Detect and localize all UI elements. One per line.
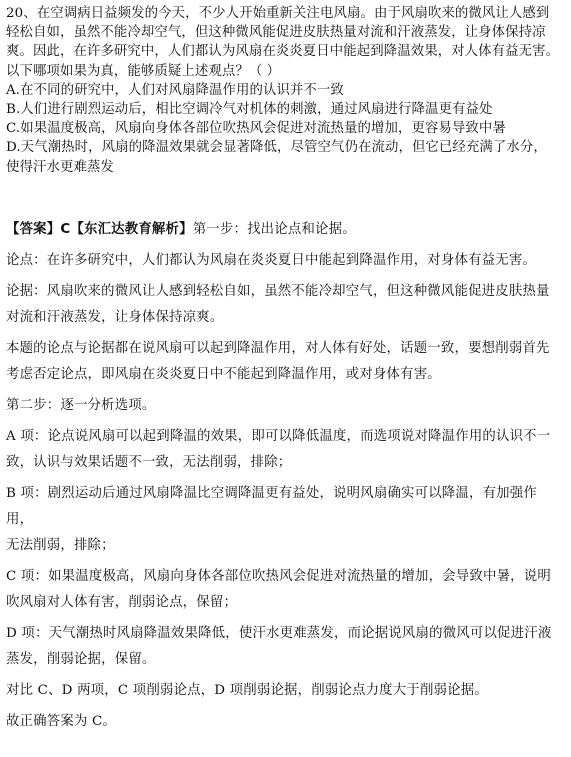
option-d (6, 138, 564, 176)
analysis-line: C 项：如果温度极高，风扇向身体各部位吹热风会促进对流热量的增加，会导致中暑，说明 (6, 569, 551, 584)
question-block (6, 4, 564, 177)
analysis-line: 致，认识与效果话题不一致，无法削弱，排除； (6, 455, 292, 470)
stem-line: 轻松自如，虽然不能冷却空气，但这种微风能促进皮肤热量对流和汗液蒸发，让身体保持凉 (6, 25, 546, 41)
summary-line: 考虑否定论点，即风扇在炎炎夏日中不能起到降温作用，或对身体有害。 (6, 367, 441, 382)
evidence-line: 论据：风扇吹来的微风让人感到轻松自如，虽然不能冷却空气，但这种微风能促进皮肤热量 (6, 284, 550, 299)
step-two: 第二步：逐一分析选项。 (6, 398, 156, 413)
evidence (6, 279, 564, 331)
summary-line: 本题的论点与论据都在说风扇可以起到降温作用，对人体有好处，话题一致，要想削弱首先 (6, 341, 550, 356)
option-c (6, 119, 564, 138)
evidence-line: 对流和汗液蒸发，让身体保持凉爽。 (6, 310, 224, 325)
analysis-line: 蒸发，削弱论据，保留。 (6, 652, 156, 667)
analysis-a (6, 424, 564, 476)
argument: 论点：在许多研究中，人们都认为风扇在炎炎夏日中能起到降温作用，对身体有益无害。 (6, 253, 537, 268)
stem-line: 爽。因此，在许多研究中，人们都认为风扇在炎炎夏日中能起到降温效果，对人体有益无害。 (6, 44, 560, 60)
analysis-line: 无法削弱，排除； (6, 538, 115, 553)
analysis-line: D 项：天气潮热时风扇降温效果降低，使汗水更难蒸发，而论据说风扇的微风可以促进汗液 (6, 626, 552, 641)
option-b (6, 100, 564, 119)
analysis-d (6, 621, 564, 673)
step-one: 第一步：找出论点和论据。 (192, 222, 356, 237)
option-a (6, 81, 564, 100)
option-line: D.天气潮热时，风扇的降温效果就会显著降低，尽管空气仍在流动，但它已经充满了水分， (6, 140, 547, 156)
analysis-line: A 项：论点说风扇可以起到降温的效果，即可以降低温度，而选项说对降温作用的认识不一 (6, 429, 551, 444)
option-line: 使得汗水更难蒸发 (6, 159, 114, 175)
option-line: C.如果温度极高，风扇向身体各部位吹热风会促进对流热量的增加，更容易导致中暑 (6, 121, 506, 137)
analysis-c (6, 564, 564, 616)
comparison: 对比 C、D 两项，C 项削弱论点，D 项削弱论据，削弱论点力度大于削弱论据。 (6, 683, 488, 698)
answer-header (6, 217, 564, 243)
analysis-line: 吹风扇对人体有害，削弱论点，保留； (6, 595, 238, 610)
answer-block (6, 217, 564, 735)
question-stem (6, 4, 564, 81)
conclusion: 故正确答案为 C。 (6, 714, 117, 729)
option-line: B.人们进行剧烈运动后，相比空调冷气对机体的刺激，通过风扇进行降温更有益处 (6, 102, 493, 118)
analysis-b (6, 481, 564, 559)
analysis-line: B 项：剧烈运动后通过风扇降温比空调降温更有益处，说明风扇确实可以降温，有加强作用， (6, 486, 537, 527)
summary (6, 336, 564, 388)
stem-line: 20、在空调病日益频发的今天，不少人开始重新关注电风扇。由于风扇吹来的微风让人感到 (6, 6, 550, 21)
stem-line: 以下哪项如果为真，能够质疑上述观点？（ ） (6, 63, 281, 79)
answer-tag: 【答案】C【东汇达教育解析】 (6, 222, 193, 237)
option-line: A.在不同的研究中，人们对风扇降温作用的认识并不一致 (6, 82, 344, 98)
